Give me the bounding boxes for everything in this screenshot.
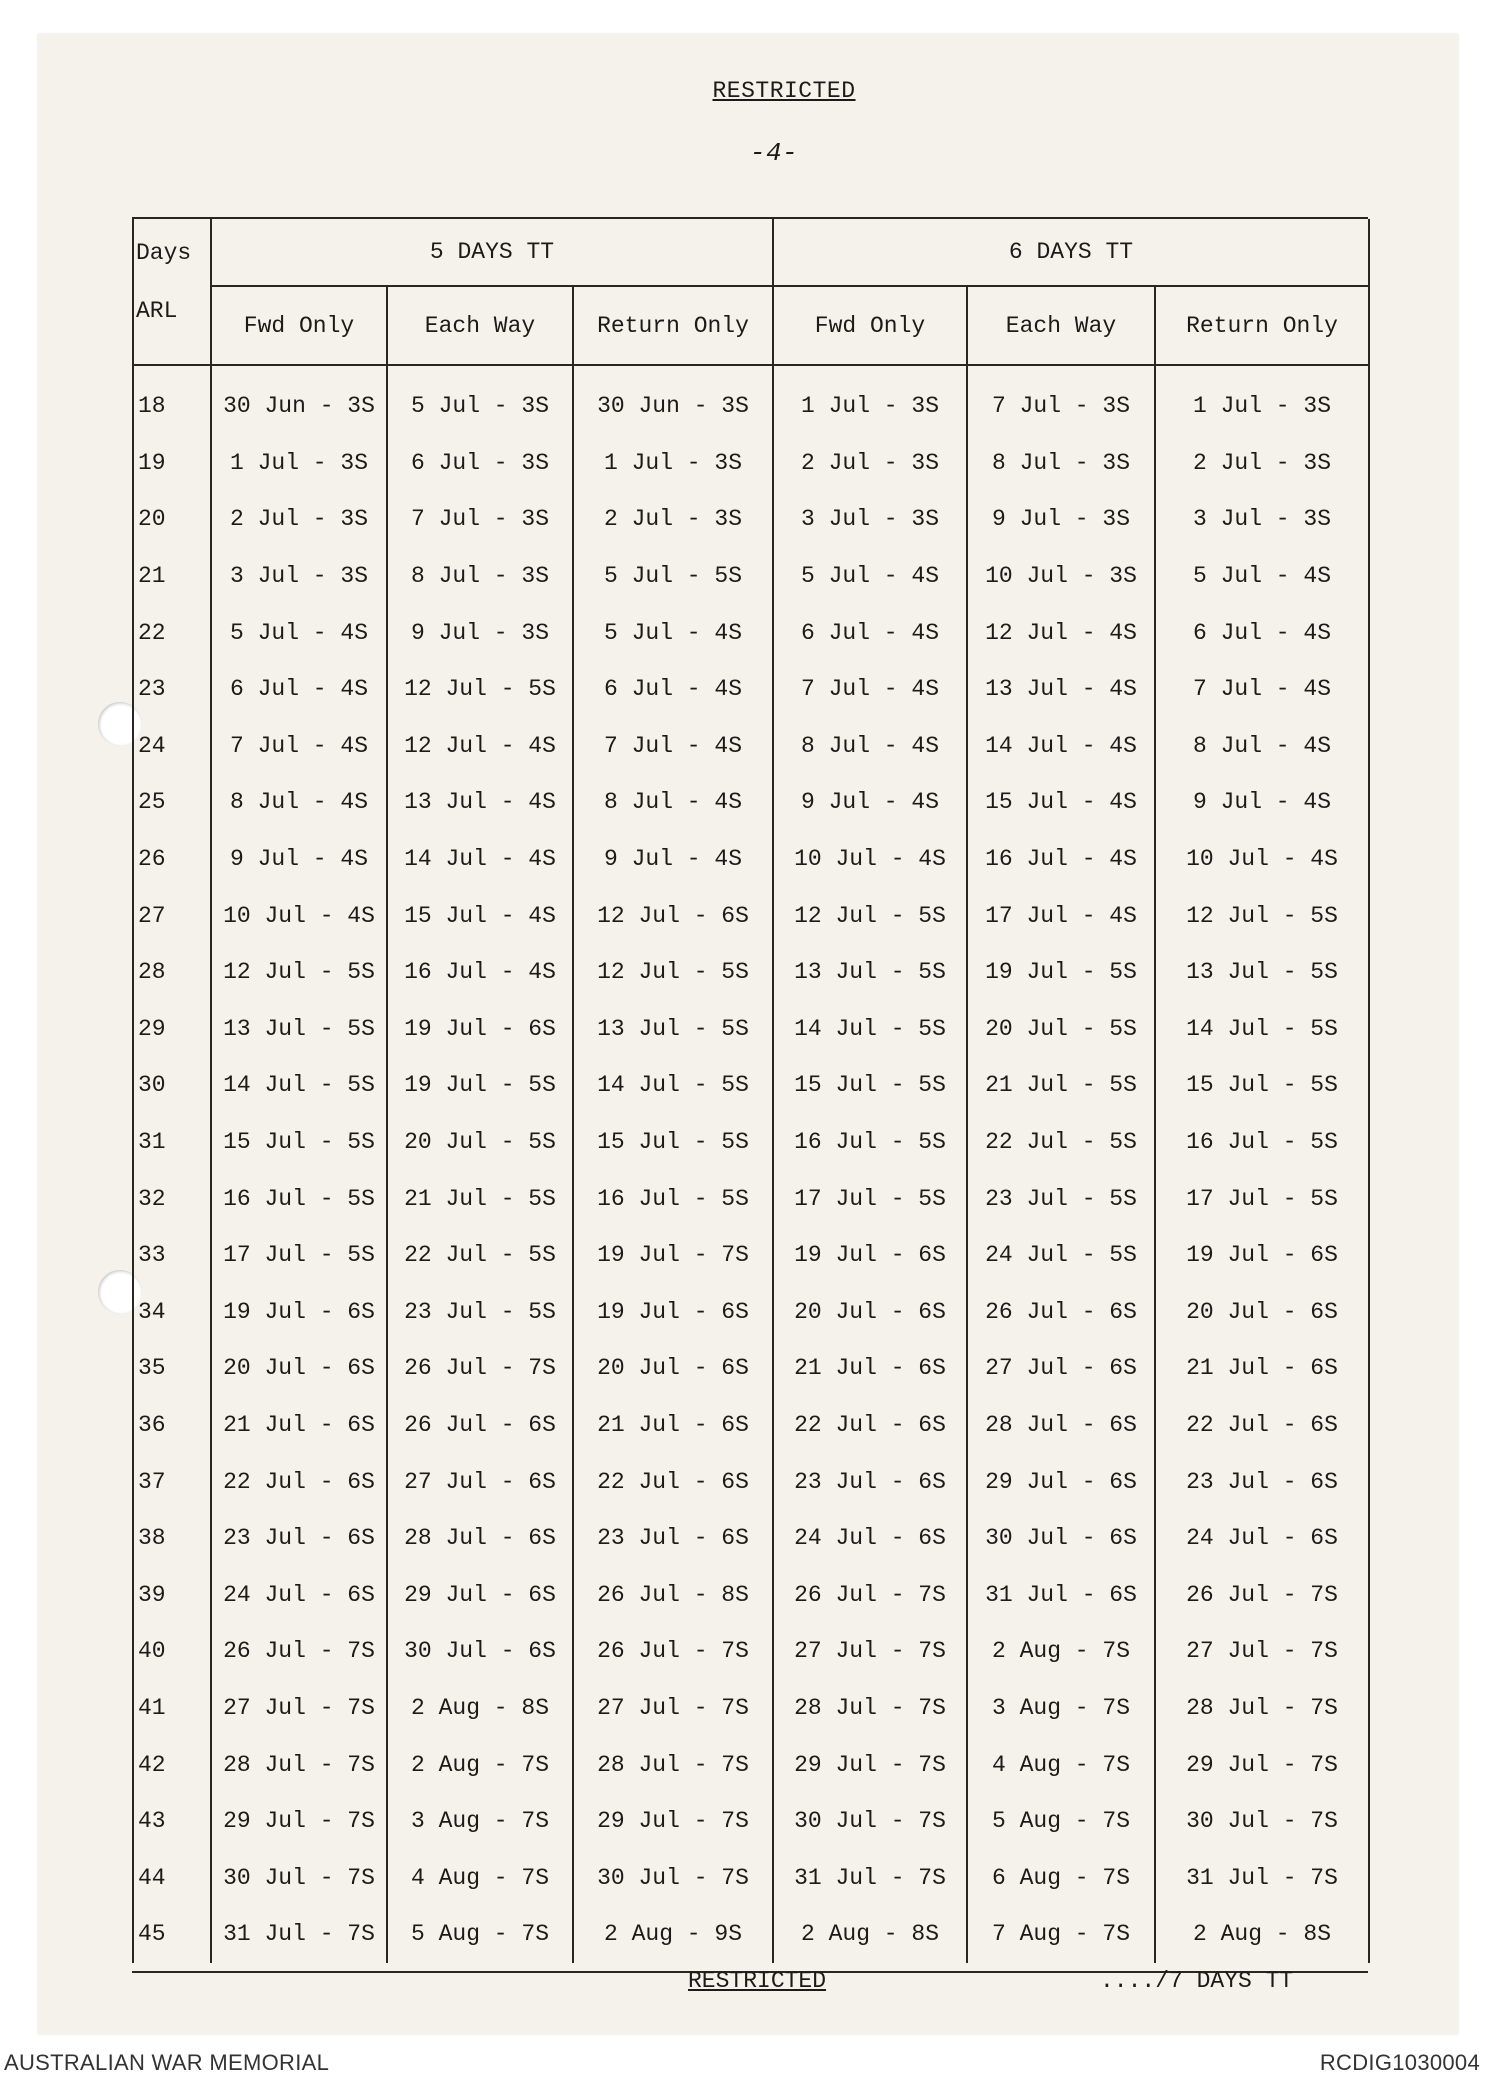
cell-6-fwd: 1 Jul - 3S	[773, 378, 967, 435]
cell-6-each: 22 Jul - 5S	[967, 1114, 1155, 1171]
cell-5-return: 19 Jul - 7S	[573, 1227, 773, 1284]
day-cell: 34	[133, 1284, 211, 1341]
cell-5-each: 6 Jul - 3S	[387, 435, 573, 492]
cell-5-each: 7 Jul - 3S	[387, 491, 573, 548]
cell-5-each: 8 Jul - 3S	[387, 548, 573, 605]
cell-6-each: 2 Aug - 7S	[967, 1623, 1155, 1680]
day-cell: 28	[133, 944, 211, 1001]
cell-6-return: 17 Jul - 5S	[1155, 1170, 1369, 1227]
cell-6-return: 15 Jul - 5S	[1155, 1057, 1369, 1114]
cell-6-each: 24 Jul - 5S	[967, 1227, 1155, 1284]
day-cell: 36	[133, 1397, 211, 1454]
cell-6-fwd: 22 Jul - 6S	[773, 1397, 967, 1454]
cell-6-return: 9 Jul - 4S	[1155, 774, 1369, 831]
table-row	[133, 1736, 1369, 1793]
cell-6-fwd: 26 Jul - 7S	[773, 1566, 967, 1623]
cell-5-each: 19 Jul - 5S	[387, 1057, 573, 1114]
cell-6-each: 21 Jul - 5S	[967, 1057, 1155, 1114]
cell-5-each: 5 Jul - 3S	[387, 378, 573, 435]
cell-6-fwd: 10 Jul - 4S	[773, 831, 967, 888]
cell-5-return: 29 Jul - 7S	[573, 1793, 773, 1850]
col-header-6-each: Each Way	[967, 286, 1155, 365]
cell-5-return: 20 Jul - 6S	[573, 1340, 773, 1397]
cell-5-fwd: 23 Jul - 6S	[211, 1510, 387, 1567]
cell-5-fwd: 21 Jul - 6S	[211, 1397, 387, 1454]
cell-6-fwd: 23 Jul - 6S	[773, 1453, 967, 1510]
cell-6-fwd: 3 Jul - 3S	[773, 491, 967, 548]
day-cell: 44	[133, 1849, 211, 1906]
table-body	[133, 365, 1369, 1963]
cell-5-fwd: 22 Jul - 6S	[211, 1453, 387, 1510]
cell-6-fwd: 2 Jul - 3S	[773, 435, 967, 492]
cell-5-return: 9 Jul - 4S	[573, 831, 773, 888]
cell-5-fwd: 20 Jul - 6S	[211, 1340, 387, 1397]
cell-5-fwd: 8 Jul - 4S	[211, 774, 387, 831]
cell-5-each: 5 Aug - 7S	[387, 1906, 573, 1963]
table-row	[133, 1001, 1369, 1058]
cell-5-return: 7 Jul - 4S	[573, 718, 773, 775]
table-row	[133, 1623, 1369, 1680]
cell-6-return: 3 Jul - 3S	[1155, 491, 1369, 548]
archive-name: AUSTRALIAN WAR MEMORIAL	[4, 2050, 330, 2075]
archive-reference: RCDIG1030004	[1319, 2050, 1480, 2075]
cell-5-fwd: 10 Jul - 4S	[211, 887, 387, 944]
cell-5-return: 2 Jul - 3S	[573, 491, 773, 548]
cell-6-fwd: 9 Jul - 4S	[773, 774, 967, 831]
cell-6-fwd: 8 Jul - 4S	[773, 718, 967, 775]
cell-5-return: 27 Jul - 7S	[573, 1680, 773, 1737]
day-cell: 43	[133, 1793, 211, 1850]
cell-6-each: 9 Jul - 3S	[967, 491, 1155, 548]
cell-6-return: 2 Jul - 3S	[1155, 435, 1369, 492]
cell-6-each: 20 Jul - 5S	[967, 1001, 1155, 1058]
cell-6-return: 27 Jul - 7S	[1155, 1623, 1369, 1680]
cell-5-each: 29 Jul - 6S	[387, 1566, 573, 1623]
cell-6-return: 12 Jul - 5S	[1155, 887, 1369, 944]
cell-6-each: 10 Jul - 3S	[967, 548, 1155, 605]
cell-5-fwd: 30 Jun - 3S	[211, 378, 387, 435]
cell-6-return: 6 Jul - 4S	[1155, 604, 1369, 661]
day-cell: 18	[133, 378, 211, 435]
archive-credit-bar	[0, 2040, 1488, 2081]
cell-5-return: 21 Jul - 6S	[573, 1397, 773, 1454]
table-row	[133, 1057, 1369, 1114]
col-header-5-return: Return Only	[573, 286, 773, 365]
cell-5-fwd: 3 Jul - 3S	[211, 548, 387, 605]
cell-6-fwd: 20 Jul - 6S	[773, 1284, 967, 1341]
cell-5-fwd: 5 Jul - 4S	[211, 604, 387, 661]
table-row	[133, 604, 1369, 661]
cell-6-return: 2 Aug - 8S	[1155, 1906, 1369, 1963]
cell-5-return: 30 Jul - 7S	[573, 1849, 773, 1906]
day-cell: 20	[133, 491, 211, 548]
table-row	[133, 887, 1369, 944]
cell-5-each: 9 Jul - 3S	[387, 604, 573, 661]
cell-6-each: 8 Jul - 3S	[967, 435, 1155, 492]
cell-6-fwd: 19 Jul - 6S	[773, 1227, 967, 1284]
day-cell: 32	[133, 1170, 211, 1227]
timetable-grid	[132, 219, 1370, 1963]
table-row	[133, 661, 1369, 718]
cell-6-fwd: 14 Jul - 5S	[773, 1001, 967, 1058]
cell-6-return: 21 Jul - 6S	[1155, 1340, 1369, 1397]
cell-6-fwd: 31 Jul - 7S	[773, 1849, 967, 1906]
cell-5-return: 12 Jul - 5S	[573, 944, 773, 1001]
cell-6-fwd: 7 Jul - 4S	[773, 661, 967, 718]
cell-6-return: 22 Jul - 6S	[1155, 1397, 1369, 1454]
cell-6-fwd: 30 Jul - 7S	[773, 1793, 967, 1850]
cell-5-return: 5 Jul - 5S	[573, 548, 773, 605]
cell-6-each: 28 Jul - 6S	[967, 1397, 1155, 1454]
day-cell: 45	[133, 1906, 211, 1963]
cell-6-each: 31 Jul - 6S	[967, 1566, 1155, 1623]
cell-5-each: 20 Jul - 5S	[387, 1114, 573, 1171]
cell-5-return: 1 Jul - 3S	[573, 435, 773, 492]
cell-6-return: 28 Jul - 7S	[1155, 1680, 1369, 1737]
day-cell: 27	[133, 887, 211, 944]
cell-6-each: 6 Aug - 7S	[967, 1849, 1155, 1906]
day-cell: 39	[133, 1566, 211, 1623]
cell-5-fwd: 2 Jul - 3S	[211, 491, 387, 548]
day-cell: 29	[133, 1001, 211, 1058]
table-row	[133, 718, 1369, 775]
cell-6-fwd: 24 Jul - 6S	[773, 1510, 967, 1567]
cell-6-each: 29 Jul - 6S	[967, 1453, 1155, 1510]
cell-5-return: 26 Jul - 8S	[573, 1566, 773, 1623]
cell-5-each: 27 Jul - 6S	[387, 1453, 573, 1510]
cell-5-each: 22 Jul - 5S	[387, 1227, 573, 1284]
footer-classification: RESTRICTED	[688, 1968, 827, 1994]
col-header-6-fwd: Fwd Only	[773, 286, 967, 365]
cell-5-each: 12 Jul - 4S	[387, 718, 573, 775]
cell-6-fwd: 27 Jul - 7S	[773, 1623, 967, 1680]
cell-6-each: 19 Jul - 5S	[967, 944, 1155, 1001]
cell-5-fwd: 15 Jul - 5S	[211, 1114, 387, 1171]
cell-5-fwd: 27 Jul - 7S	[211, 1680, 387, 1737]
table-row	[133, 774, 1369, 831]
column-header-row	[133, 286, 1369, 365]
cell-6-return: 10 Jul - 4S	[1155, 831, 1369, 888]
cell-5-each: 26 Jul - 7S	[387, 1340, 573, 1397]
days-header: Days	[133, 219, 211, 286]
table-row	[133, 944, 1369, 1001]
cell-6-return: 7 Jul - 4S	[1155, 661, 1369, 718]
cell-5-return: 6 Jul - 4S	[573, 661, 773, 718]
cell-5-return: 19 Jul - 6S	[573, 1284, 773, 1341]
day-cell: 42	[133, 1736, 211, 1793]
day-cell: 40	[133, 1623, 211, 1680]
cell-6-each: 13 Jul - 4S	[967, 661, 1155, 718]
cell-6-each: 30 Jul - 6S	[967, 1510, 1155, 1567]
cell-5-fwd: 13 Jul - 5S	[211, 1001, 387, 1058]
table-row	[133, 1340, 1369, 1397]
day-cell: 19	[133, 435, 211, 492]
group-header-row	[133, 219, 1369, 286]
cell-6-each: 27 Jul - 6S	[967, 1340, 1155, 1397]
cell-5-fwd: 6 Jul - 4S	[211, 661, 387, 718]
page-number: -4-	[749, 138, 799, 168]
day-cell: 33	[133, 1227, 211, 1284]
cell-5-each: 19 Jul - 6S	[387, 1001, 573, 1058]
cell-6-return: 8 Jul - 4S	[1155, 718, 1369, 775]
day-cell: 24	[133, 718, 211, 775]
cell-6-return: 14 Jul - 5S	[1155, 1001, 1369, 1058]
col-header-5-each: Each Way	[387, 286, 573, 365]
cell-5-fwd: 14 Jul - 5S	[211, 1057, 387, 1114]
cell-6-fwd: 12 Jul - 5S	[773, 887, 967, 944]
cell-6-return: 1 Jul - 3S	[1155, 378, 1369, 435]
cell-6-return: 16 Jul - 5S	[1155, 1114, 1369, 1171]
day-cell: 38	[133, 1510, 211, 1567]
cell-6-fwd: 15 Jul - 5S	[773, 1057, 967, 1114]
cell-5-return: 12 Jul - 6S	[573, 887, 773, 944]
table-row	[133, 831, 1369, 888]
cell-6-return: 19 Jul - 6S	[1155, 1227, 1369, 1284]
cell-5-return: 8 Jul - 4S	[573, 774, 773, 831]
table-row	[133, 1453, 1369, 1510]
cell-5-fwd: 1 Jul - 3S	[211, 435, 387, 492]
table-row	[133, 378, 1369, 435]
table-row	[133, 1397, 1369, 1454]
cell-6-fwd: 5 Jul - 4S	[773, 548, 967, 605]
day-cell: 30	[133, 1057, 211, 1114]
cell-5-fwd: 31 Jul - 7S	[211, 1906, 387, 1963]
timetable	[132, 217, 1368, 1973]
table-row	[133, 1114, 1369, 1171]
cell-5-fwd: 16 Jul - 5S	[211, 1170, 387, 1227]
cell-6-return: 23 Jul - 6S	[1155, 1453, 1369, 1510]
cell-6-fwd: 6 Jul - 4S	[773, 604, 967, 661]
cell-6-return: 26 Jul - 7S	[1155, 1566, 1369, 1623]
cell-5-each: 12 Jul - 5S	[387, 661, 573, 718]
cell-5-each: 2 Aug - 8S	[387, 1680, 573, 1737]
cell-5-fwd: 19 Jul - 6S	[211, 1284, 387, 1341]
cell-5-return: 15 Jul - 5S	[573, 1114, 773, 1171]
table-row	[133, 1793, 1369, 1850]
table-row	[133, 1227, 1369, 1284]
table-row	[133, 1170, 1369, 1227]
cell-6-fwd: 16 Jul - 5S	[773, 1114, 967, 1171]
day-cell: 25	[133, 774, 211, 831]
cell-5-fwd: 9 Jul - 4S	[211, 831, 387, 888]
group-header-6-days: 6 DAYS TT	[773, 219, 1369, 286]
day-cell: 22	[133, 604, 211, 661]
cell-6-return: 30 Jul - 7S	[1155, 1793, 1369, 1850]
cell-5-each: 14 Jul - 4S	[387, 831, 573, 888]
table-row	[133, 1906, 1369, 1963]
cell-5-return: 30 Jun - 3S	[573, 378, 773, 435]
cell-5-fwd: 28 Jul - 7S	[211, 1736, 387, 1793]
cell-5-each: 28 Jul - 6S	[387, 1510, 573, 1567]
cell-6-each: 23 Jul - 5S	[967, 1170, 1155, 1227]
day-cell: 21	[133, 548, 211, 605]
cell-6-each: 3 Aug - 7S	[967, 1680, 1155, 1737]
cell-5-fwd: 17 Jul - 5S	[211, 1227, 387, 1284]
col-header-5-fwd: Fwd Only	[211, 286, 387, 365]
header-classification: RESTRICTED	[712, 78, 856, 104]
cell-6-return: 24 Jul - 6S	[1155, 1510, 1369, 1567]
cell-5-fwd: 30 Jul - 7S	[211, 1849, 387, 1906]
cell-5-fwd: 24 Jul - 6S	[211, 1566, 387, 1623]
cell-5-each: 21 Jul - 5S	[387, 1170, 573, 1227]
table-row	[133, 435, 1369, 492]
cell-5-each: 26 Jul - 6S	[387, 1397, 573, 1454]
day-cell: 41	[133, 1680, 211, 1737]
cell-6-each: 4 Aug - 7S	[967, 1736, 1155, 1793]
day-cell: 23	[133, 661, 211, 718]
cell-6-fwd: 2 Aug - 8S	[773, 1906, 967, 1963]
cell-5-each: 23 Jul - 5S	[387, 1284, 573, 1341]
cell-6-return: 5 Jul - 4S	[1155, 548, 1369, 605]
table-row	[133, 491, 1369, 548]
cell-5-fwd: 7 Jul - 4S	[211, 718, 387, 775]
cell-6-each: 12 Jul - 4S	[967, 604, 1155, 661]
cell-5-return: 13 Jul - 5S	[573, 1001, 773, 1058]
cell-6-each: 14 Jul - 4S	[967, 718, 1155, 775]
cell-6-each: 5 Aug - 7S	[967, 1793, 1155, 1850]
table-row	[133, 1680, 1369, 1737]
cell-6-each: 17 Jul - 4S	[967, 887, 1155, 944]
spacer-row	[133, 365, 1369, 378]
continuation-note: ..../7 DAYS TT	[1100, 1968, 1294, 1994]
cell-5-return: 26 Jul - 7S	[573, 1623, 773, 1680]
table-row	[133, 1510, 1369, 1567]
cell-5-each: 13 Jul - 4S	[387, 774, 573, 831]
cell-5-each: 2 Aug - 7S	[387, 1736, 573, 1793]
cell-6-return: 29 Jul - 7S	[1155, 1736, 1369, 1793]
cell-5-return: 14 Jul - 5S	[573, 1057, 773, 1114]
cell-5-each: 16 Jul - 4S	[387, 944, 573, 1001]
day-cell: 37	[133, 1453, 211, 1510]
cell-5-each: 30 Jul - 6S	[387, 1623, 573, 1680]
cell-5-fwd: 26 Jul - 7S	[211, 1623, 387, 1680]
day-cell: 31	[133, 1114, 211, 1171]
col-header-6-return: Return Only	[1155, 286, 1369, 365]
cell-6-fwd: 17 Jul - 5S	[773, 1170, 967, 1227]
arl-header: ARL	[133, 286, 211, 365]
day-cell: 26	[133, 831, 211, 888]
table-row	[133, 1849, 1369, 1906]
day-cell: 35	[133, 1340, 211, 1397]
cell-6-fwd: 13 Jul - 5S	[773, 944, 967, 1001]
cell-5-each: 4 Aug - 7S	[387, 1849, 573, 1906]
group-header-5-days: 5 DAYS TT	[211, 219, 773, 286]
cell-6-fwd: 28 Jul - 7S	[773, 1680, 967, 1737]
cell-6-return: 31 Jul - 7S	[1155, 1849, 1369, 1906]
cell-6-each: 15 Jul - 4S	[967, 774, 1155, 831]
cell-6-each: 16 Jul - 4S	[967, 831, 1155, 888]
cell-5-return: 16 Jul - 5S	[573, 1170, 773, 1227]
cell-5-return: 22 Jul - 6S	[573, 1453, 773, 1510]
table-row	[133, 1566, 1369, 1623]
table-row	[133, 548, 1369, 605]
cell-5-each: 15 Jul - 4S	[387, 887, 573, 944]
cell-5-return: 28 Jul - 7S	[573, 1736, 773, 1793]
cell-5-return: 23 Jul - 6S	[573, 1510, 773, 1567]
cell-6-each: 7 Jul - 3S	[967, 378, 1155, 435]
cell-6-fwd: 21 Jul - 6S	[773, 1340, 967, 1397]
cell-6-each: 26 Jul - 6S	[967, 1284, 1155, 1341]
cell-5-return: 5 Jul - 4S	[573, 604, 773, 661]
cell-5-return: 2 Aug - 9S	[573, 1906, 773, 1963]
cell-6-each: 7 Aug - 7S	[967, 1906, 1155, 1963]
cell-5-fwd: 12 Jul - 5S	[211, 944, 387, 1001]
cell-6-return: 20 Jul - 6S	[1155, 1284, 1369, 1341]
cell-5-each: 3 Aug - 7S	[387, 1793, 573, 1850]
table-row	[133, 1284, 1369, 1341]
cell-6-fwd: 29 Jul - 7S	[773, 1736, 967, 1793]
cell-5-fwd: 29 Jul - 7S	[211, 1793, 387, 1850]
cell-6-return: 13 Jul - 5S	[1155, 944, 1369, 1001]
